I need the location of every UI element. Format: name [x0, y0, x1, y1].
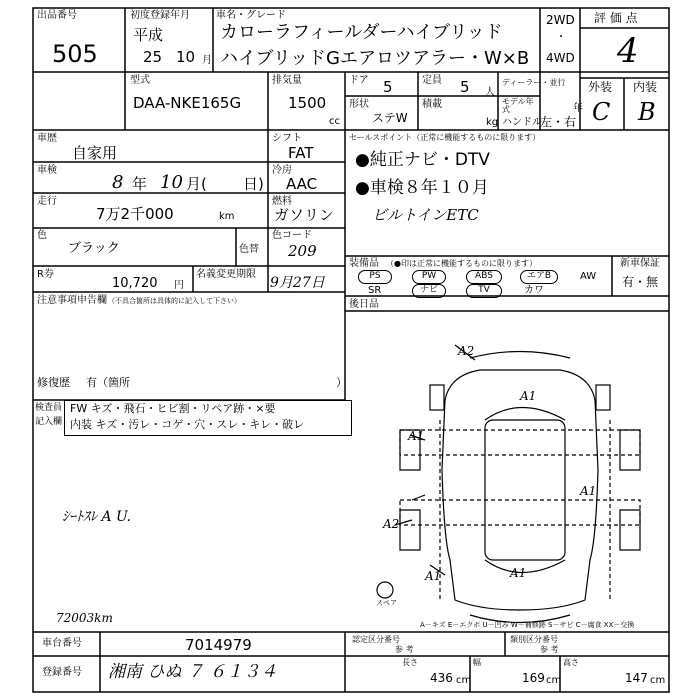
handle: 左・右	[540, 115, 577, 129]
ac-label: 冷房	[272, 165, 292, 176]
type-label: 類別区分番号	[510, 635, 558, 644]
drive-dot: ・	[556, 32, 566, 43]
rec-unit: 円	[174, 280, 184, 291]
mileage: 7万2千000	[96, 205, 174, 223]
repair-close: ）	[336, 376, 347, 389]
color-change-label: 色替	[239, 244, 259, 255]
inspector-row-1: FW キズ・飛石・ヒビ割・リペア跡・×要	[70, 402, 276, 415]
height-label: 高さ	[563, 658, 579, 667]
capacity: 5	[460, 78, 470, 96]
fuel-label: 燃料	[272, 196, 292, 207]
model-year-unit: 年	[573, 103, 583, 114]
inspector-label-1: 検査員	[35, 403, 63, 413]
int-grade: B	[638, 98, 656, 126]
handle-label: ハンドル	[502, 117, 542, 128]
model-label: 型式	[130, 75, 150, 86]
tax-label: 名義変更期限	[196, 269, 256, 280]
width-unit: cm	[546, 675, 562, 686]
reg-label: 登録番号	[42, 667, 82, 678]
length-value: 436	[430, 671, 453, 685]
disp-label: 排気量	[272, 75, 302, 86]
shape-label: 形状	[349, 99, 369, 110]
tax-value: 9月27日	[270, 275, 325, 291]
equip-navi: ナビ	[412, 284, 446, 298]
cap-unit: 人	[485, 87, 495, 98]
footnote-mileage: 72003km	[56, 611, 113, 625]
notes-sub: （不具合箇所は具体的に記入して下さい）	[108, 297, 241, 305]
mileage-label: 走行	[37, 196, 57, 207]
color: ブラック	[68, 241, 120, 256]
repair-label: 修復歴	[37, 376, 70, 389]
equip-pw: PW	[412, 270, 446, 284]
drive-4wd: 4WD	[546, 51, 575, 65]
equipment-note: （●印は正常に機能するものに限ります）	[386, 259, 537, 268]
height-value: 147	[625, 671, 648, 685]
width-value: 169	[522, 671, 545, 685]
history-value: 自家用	[72, 144, 118, 162]
ext-grade: C	[592, 98, 611, 126]
spare-label: スペア	[376, 599, 397, 607]
new-warranty-label: 新車保証	[620, 258, 660, 269]
chassis-label: 車台番号	[42, 638, 82, 649]
load-label: 積載	[422, 99, 442, 110]
notes-label: 注意事項申告欄	[37, 295, 107, 306]
length-label: 長さ	[402, 658, 418, 667]
score-label: 評 価 点	[594, 11, 638, 25]
shift-value: FAT	[288, 144, 314, 162]
mark-a1-rear-left: A1	[425, 569, 442, 583]
history-label: 車歴	[37, 133, 57, 144]
equip-aw: AW	[580, 271, 597, 282]
fuel-value: ガソリン	[274, 206, 335, 224]
sales-point-2: ●車検８年１０月	[355, 178, 489, 198]
length-unit: cm	[456, 675, 472, 686]
sales-point-3: ビルトインETC	[372, 206, 479, 224]
equip-airbag: エアB	[520, 270, 558, 284]
cert-label: 認定区分番号	[352, 635, 400, 644]
chassis-value: 7014979	[185, 636, 252, 654]
load-unit: kg	[486, 117, 499, 128]
car-name: カローラフィールダーハイブリッド	[220, 22, 503, 43]
shift-label: シフト	[272, 133, 302, 144]
mileage-unit: km	[219, 211, 235, 222]
inspector-row-2: 内装 キズ・汚レ・コゲ・穴・スレ・キレ・破レ	[70, 418, 305, 431]
cap-label: 定員	[422, 75, 442, 86]
equip-abs: ABS	[466, 270, 502, 284]
width-label: 幅	[473, 658, 481, 667]
color-code-label: 色コード	[272, 230, 312, 241]
ac-value: AAC	[286, 175, 318, 193]
repair-value: 有（箇所	[86, 376, 130, 389]
type-sub: 参 考	[540, 645, 559, 654]
equip-leather: カワ	[524, 285, 544, 296]
month-unit: 月	[202, 55, 212, 66]
model-year-label: モデル年式	[502, 97, 534, 114]
year: 25	[143, 48, 163, 66]
drive-2wd: 2WD	[546, 13, 575, 27]
model: DAA-NKE165G	[133, 94, 242, 112]
ext-label: 外装	[588, 80, 613, 94]
disp: 1500	[288, 94, 327, 112]
rec-value: 10,720	[112, 276, 158, 291]
insp-month-unit: 月(	[186, 175, 207, 193]
rec-label: R券	[37, 269, 54, 280]
insp-year-unit: 年	[132, 175, 148, 193]
door-label: ドア	[349, 75, 369, 86]
mark-a1-left: A1	[408, 429, 425, 443]
score: 4	[617, 31, 639, 71]
sales-points-label: セールスポイント（正常に機能するものに限ります）	[349, 133, 541, 142]
mark-a2-left: A2	[383, 517, 400, 531]
new-warranty-value: 有・無	[622, 275, 659, 289]
inspector-handwritten: ｼｰﾄｽﾚ A U.	[62, 509, 131, 525]
disp-unit: cc	[329, 116, 340, 127]
era: 平成	[133, 26, 164, 44]
first-reg-label: 初度登録年月	[130, 10, 190, 21]
shape: ステW	[372, 111, 408, 125]
dealer-label: ディーラー・並行	[502, 78, 566, 87]
mark-a1-rear: A1	[510, 566, 527, 580]
insp-year: 8	[112, 172, 124, 193]
inspection-label: 車検	[37, 165, 57, 176]
equip-ps: PS	[358, 270, 392, 284]
diagram-legend: A－キズ E－エクボ U－凹み W－補修跡 S－サビ C－腐食 XX－交換	[420, 621, 635, 629]
lot-no: 505	[52, 40, 98, 68]
equipment-label: 装備品	[349, 258, 379, 269]
cert-sub: 参 考	[395, 645, 414, 654]
inspector-label-2: 記入欄	[35, 417, 63, 427]
equip-sr: SR	[368, 285, 382, 296]
insp-day-unit: 日)	[243, 175, 264, 193]
int-label: 内装	[633, 80, 658, 94]
mark-a1-roof: A1	[520, 389, 537, 403]
color-code: 209	[288, 242, 317, 260]
mark-a1-right: A1	[580, 484, 597, 498]
color-label: 色	[37, 230, 47, 241]
doors: 5	[383, 78, 393, 96]
lot-no-label: 出品番号	[37, 10, 77, 21]
height-unit: cm	[650, 675, 666, 686]
sales-point-1: ●純正ナビ・DTV	[355, 150, 490, 170]
equip-tv: TV	[466, 284, 502, 298]
reg-value: 湘南 ひぬ ７ ６１３４	[108, 662, 278, 682]
insp-month: 10	[160, 172, 183, 193]
grade: ハイブリッドGエアロツアラー・W×B	[220, 48, 530, 69]
name-label: 車名・グレード	[216, 10, 286, 21]
month: 10	[176, 48, 196, 66]
rear-items-label: 後日品	[349, 299, 379, 310]
mark-a2-top: A2	[458, 344, 475, 358]
